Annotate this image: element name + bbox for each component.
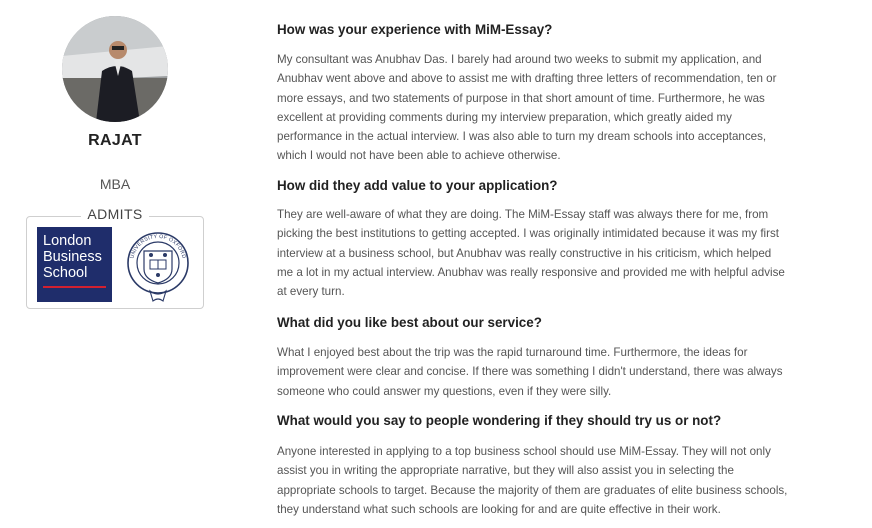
answer-line: picking the best institutions to getting accepted. I was originally intimidated because it was my first: [277, 227, 780, 241]
answer-paragraph: [277, 442, 817, 519]
answer-line: more essays, and two statements of purpose in that short amount of time. Furthermore, he was: [277, 91, 765, 105]
avatar: [62, 16, 168, 122]
answer-line: My consultant was Anubhav Das. I barely had around two weeks to submit my application, and: [277, 53, 762, 66]
london-business-school-logo: [37, 227, 112, 302]
answer-paragraph: [277, 343, 817, 401]
lbs-logo-line: Business: [43, 249, 102, 265]
question-heading: What would you say to people wondering if they should try us or not?: [277, 413, 722, 428]
oxford-seal-text: UNIVERSITY OF OXFORD: [129, 233, 187, 260]
answer-line: excellent at providing comments during my interview preparation, which greatly aided my: [277, 110, 732, 124]
question-heading: How was your experience with MiM-Essay?: [277, 22, 553, 37]
answer-paragraph: [277, 50, 817, 166]
answer-line: assist you in writing the appropriate narrative, but they will also assist you in selecting the: [277, 464, 734, 478]
answer-paragraph: [277, 205, 817, 301]
admits-box: [26, 216, 204, 309]
lbs-logo-underline: [43, 286, 106, 288]
answer-line: appropriate schools to target. Because the majority of them are graduates of elite business schools,: [277, 483, 788, 497]
answer-line: Anubhav went above and above to assist me with drafting three letters of recommendation, ten or: [277, 72, 777, 86]
lbs-logo-line: London: [43, 233, 92, 249]
admits-heading: [26, 206, 204, 224]
question-heading: How did they add value to your application?: [277, 178, 558, 193]
answer-line: me a lot in my actual interview. Anubhav was really responsive and provided me with helpful advise: [277, 265, 785, 279]
answer-line: performance in the actual interview. I was also able to turn my dream schools into acceptances,: [277, 130, 767, 144]
answer-line: interview at a business school, but Anubhav was really constructive in his criticism, which helped: [277, 246, 772, 260]
answer-line: which I would not have been able to achieve otherwise.: [277, 149, 561, 163]
answer-line: Anyone interested in applying to a top business school should use MiM-Essay. They will not only: [277, 445, 771, 458]
program-label: MBA: [99, 176, 131, 192]
question-heading: What did you like best about our service?: [277, 315, 542, 330]
admits-label: ADMITS: [81, 206, 148, 222]
answer-line: they understand what such schools are looking for and are quite effective in their work.: [277, 502, 721, 516]
university-of-oxford-seal-icon: [123, 225, 193, 305]
avatar-photo: [62, 16, 168, 122]
answer-line: someone who could answer my questions, even if they were silly.: [277, 384, 612, 398]
answer-line: at every turn.: [277, 285, 345, 299]
answer-line: They are well-aware of what they are doing. The MiM-Essay staff was always there for me, from: [277, 208, 769, 221]
answer-line: What I enjoyed best about the trip was the rapid turnaround time. Furthermore, the ideas for: [277, 346, 748, 359]
reviewer-name: RAJAT: [88, 132, 142, 149]
lbs-logo-line: School: [43, 265, 88, 281]
answer-line: improvement were clear and concise. If there was something I didn't understand, there was always: [277, 365, 783, 379]
